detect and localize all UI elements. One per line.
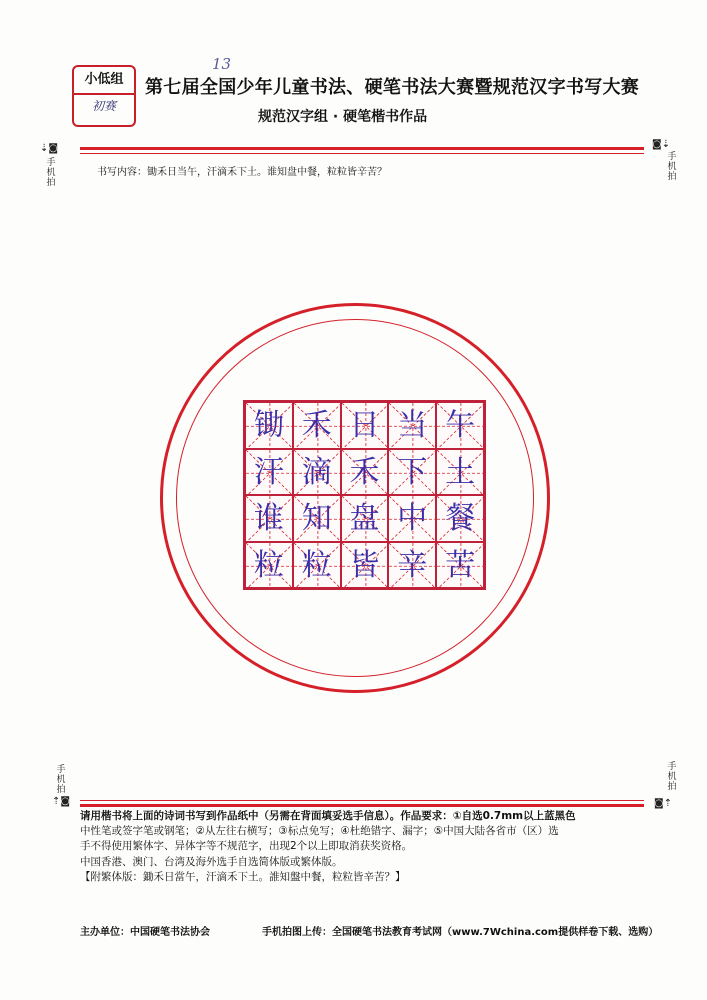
handwritten-character: 锄: [253, 408, 284, 443]
grid-cell: [436, 402, 484, 449]
writing-grid: [243, 400, 486, 590]
page-title: 第七届全国少年儿童书法、硬笔书法大赛暨规范汉字书写大赛: [145, 77, 640, 98]
grid-cell: [245, 495, 293, 542]
handwritten-character: 餐: [445, 501, 476, 536]
stamp-group: 小低组: [74, 67, 134, 95]
grid-cell: [293, 542, 341, 589]
grid-cell: [341, 449, 389, 496]
grid-cell: [245, 449, 293, 496]
camera-marker-top-right: ◙⇣: [652, 139, 671, 150]
camera-marker-bottom-right: ◙⇡: [654, 798, 673, 809]
handwritten-character: 粒: [301, 547, 332, 583]
grid-cell: [245, 402, 293, 449]
bottom-rule-thick: [80, 804, 644, 807]
side-label-top-left: 手机拍: [46, 158, 56, 188]
instruction-line: 中国香港、澳门、台湾及海外选手自选简体版或繁体版。: [80, 855, 343, 868]
grid-cell: [388, 402, 436, 449]
grid-cell: [388, 495, 436, 542]
grid-cell: [245, 542, 293, 589]
handwritten-character: 下: [397, 454, 428, 490]
grid-cell: [341, 542, 389, 589]
footer-organizer: 主办单位：中国硬笔书法协会: [80, 927, 210, 938]
grid-cell: [293, 495, 341, 542]
handwritten-number: 13: [212, 55, 232, 73]
side-label-bottom-left: 手机拍: [56, 765, 66, 795]
handwritten-character: 午: [445, 408, 476, 443]
grid-cell: [341, 495, 389, 542]
grid-cell: [436, 542, 484, 589]
handwritten-character: 滴: [301, 454, 332, 490]
side-label-top-right: 手机拍: [667, 152, 677, 182]
bottom-rule-thin: [80, 800, 644, 801]
handwritten-character: 苦: [445, 547, 476, 583]
instruction-line: 手不得使用繁体字、异体字等不规范字，出现2个以上即取消获奖资格。: [80, 840, 413, 853]
handwritten-character: 辛: [397, 547, 428, 583]
handwritten-character: 当: [397, 408, 428, 443]
camera-marker-bottom-left: ⇡◙: [52, 796, 71, 807]
instructions: [80, 809, 665, 885]
content-line: 书写内容：锄禾日当午，汗滴禾下土。谁知盘中餐，粒粒皆辛苦？: [97, 167, 387, 178]
handwritten-character: 皆: [349, 547, 380, 583]
handwritten-character: 粒: [253, 547, 284, 583]
handwritten-character: 汗: [253, 454, 284, 490]
stamp-round: 初赛: [91, 99, 116, 113]
grid-cell: [436, 449, 484, 496]
camera-marker-top-left: ⇣◙: [40, 143, 59, 154]
grid-cell: [293, 449, 341, 496]
instruction-line: 中性笔或签字笔或钢笔；②从左往右横写；③标点免写；④杜绝错字、漏字；⑤中国大陆各省市（区）选: [80, 825, 559, 838]
instruction-line: 请用楷书将上面的诗词书写到作品纸中（另需在背面填妥选手信息）。作品要求：①自选0.7mm以上蓝黑色: [80, 810, 576, 822]
handwritten-character: 中: [397, 501, 428, 536]
top-rule-thin: [80, 153, 644, 154]
handwritten-character: 盘: [349, 501, 380, 536]
grid-cell: [293, 402, 341, 449]
handwritten-character: 禾: [349, 454, 380, 490]
grid-cell: [436, 495, 484, 542]
handwritten-character: 知: [301, 501, 332, 536]
handwritten-character: 谁: [253, 501, 284, 536]
grid-cell: [341, 402, 389, 449]
round-stamp: [72, 65, 136, 127]
top-rule-thick: [80, 147, 644, 150]
footer-upload: 手机拍图上传：全国硬笔书法教育考试网（www.7Wchina.com提供样卷下载、选购）: [262, 927, 659, 938]
side-label-bottom-right: 手机拍: [667, 762, 677, 792]
handwritten-character: 土: [445, 454, 476, 490]
handwritten-character: 禾: [301, 408, 332, 443]
grid-cell: [388, 449, 436, 496]
grid-cell: [388, 542, 436, 589]
page-subtitle: 规范汉字组 · 硬笔楷书作品: [258, 109, 428, 125]
instruction-line: 【附繁体版：鋤禾日當午，汗滴禾下土。誰知盤中餐，粒粒皆辛苦？】: [80, 870, 406, 883]
handwritten-character: 日: [349, 408, 380, 443]
